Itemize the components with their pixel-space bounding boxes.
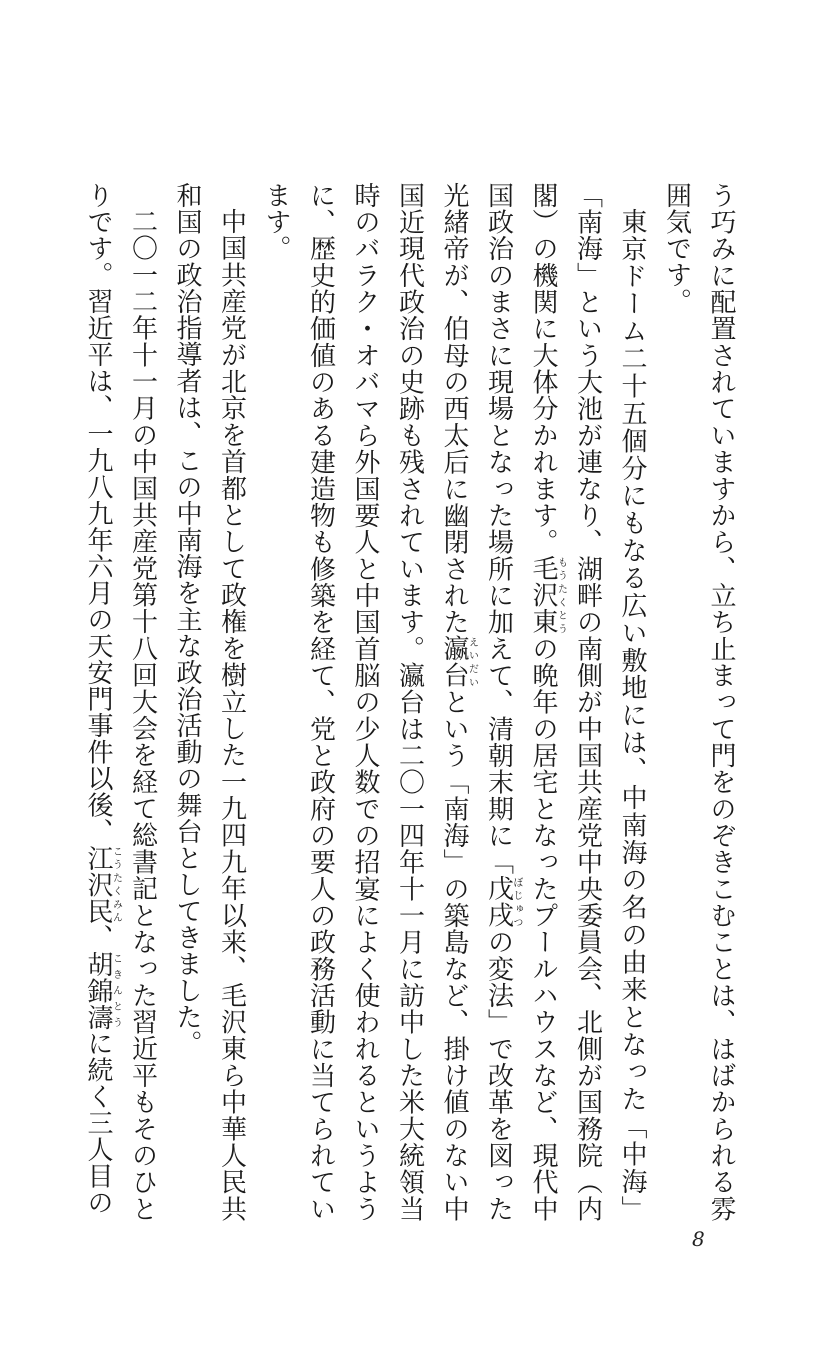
ruby-reading: えいだい: [466, 635, 478, 689]
text-run: という「南海」の築島など、掛け値のない中国近現代政治の史跡も残されています。瀛台は二〇一四年十一月に訪中した米大統領当時のバラク・オバマら外国要人と中国首脳の少人数での招宴によく使われるというように、歴史的価値のある建造物も修築を経て、党と政府の要人の政務活動に当てられています。: [261, 182, 469, 1223]
text-run: に続く三人目の: [83, 1030, 113, 1216]
vertical-body-text: [83, 182, 743, 1223]
text-run: う巧みに配置されていますから、立ち止まって門をのぞきこむことは、はばかられる雰囲気です。: [661, 182, 736, 1222]
ruby-annotated-word: [528, 555, 567, 636]
text-run: 東京ドーム二十五個分にもなる広い敷地には、中南海の名の由来となった「中海」「南海」という大池が連なり、湖畔の南側が中国共産党中央委員会、北側が国務院（内閣）の機関に大体分かれます。: [528, 182, 647, 1222]
paragraph: [76, 182, 165, 1222]
paragraph: [254, 182, 655, 1222]
ruby-base: 胡錦濤: [83, 950, 113, 1030]
ruby-reading: こきんとう: [110, 950, 122, 1030]
ruby-annotated-word: [83, 844, 122, 925]
ruby-reading: もうたくとう: [555, 555, 567, 636]
text-run: 二〇一二年十一月の中国共産党第十八回大会を経て総書記となった習近平もそのひとりです。習近平は、一九八九年六月の天安門事件以後、: [83, 182, 158, 1222]
ruby-annotated-word: [483, 875, 522, 929]
ruby-reading: ぼじゅつ: [511, 875, 522, 929]
page-number: 8: [692, 1227, 705, 1251]
text-run: 中国共産党が北京を首都として政権を樹立した一九四九年以来、毛沢東ら中華人民共和国の政治指導者は、この中南海を主な政治活動の舞台としてきました。: [172, 182, 247, 1222]
text-run: の変法」で改革を図った光緒帝が、伯母の西太后に幽閉された: [439, 182, 514, 1223]
ruby-reading: こうたくみん: [110, 844, 122, 924]
text-run: の晩年の居宅となったプールハウスなど、現代中国政治のまさに現場となった場所に加えて、清朝末期に「: [483, 182, 558, 1223]
paragraph: [654, 182, 743, 1222]
ruby-base: 戊戌: [483, 875, 514, 929]
ruby-base: 毛沢東: [528, 555, 558, 636]
ruby-annotated-word: [83, 950, 122, 1031]
ruby-base: 瀛台: [439, 635, 469, 689]
ruby-base: 江沢民: [83, 844, 113, 924]
text-run: 、: [83, 924, 113, 951]
ruby-annotated-word: [439, 635, 478, 689]
paragraph: [165, 182, 254, 1222]
